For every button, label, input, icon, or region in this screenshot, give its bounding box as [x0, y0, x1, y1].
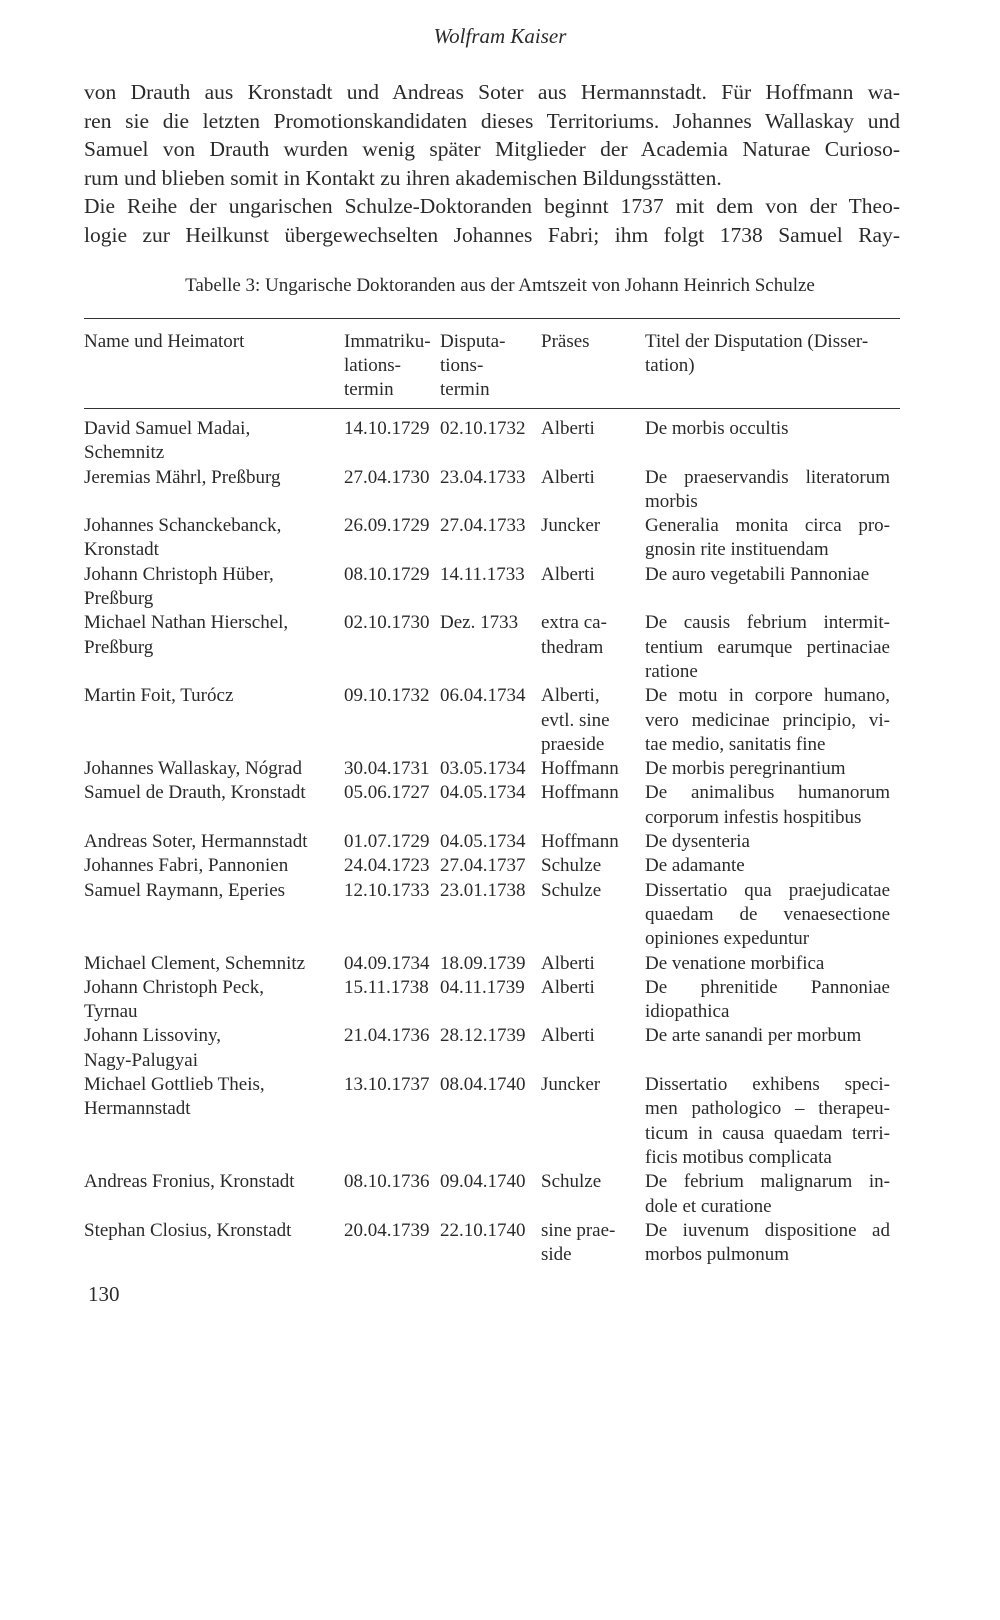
praeses-cell	[541, 952, 645, 976]
cell-line: De auro vegetabili Pannoniae	[645, 563, 870, 585]
cell-line: De morbis occultis	[645, 418, 789, 439]
disputation-cell: 02.10.1732	[440, 418, 526, 439]
disputation-cell: Dez. 1733	[440, 612, 519, 634]
cell-line: Titel der Disputation (Disser-	[645, 331, 869, 352]
table-row	[84, 611, 900, 684]
cell-line: tentium earumque pertinaciae	[645, 636, 890, 658]
cell-line: De phrenitide Pannoniae	[645, 976, 890, 998]
cell-line: Dissertatio qua praejudicatae	[645, 879, 890, 901]
cell-line: men pathologico – therapeu-	[645, 1098, 890, 1120]
disputation-cell: 14.11.1733	[440, 563, 525, 585]
disputation-cell: 03.05.1734	[440, 758, 526, 780]
immatrikulation-cell: 04.09.1734	[344, 952, 430, 974]
praeses-cell	[541, 879, 645, 952]
immatrikulation-cell: 21.04.1736	[344, 1025, 430, 1047]
cell-line: Hermannstadt	[84, 1098, 191, 1120]
title-cell	[645, 1073, 890, 1170]
cell-line: dole et curatione	[645, 1195, 772, 1217]
cell-line: thedram	[541, 636, 604, 658]
title-cell	[645, 611, 890, 684]
name-cell	[84, 1024, 344, 1073]
disputation-cell: 23.01.1738	[440, 879, 526, 901]
immatrikulation-cell: 12.10.1733	[344, 879, 430, 901]
cell-line: De adamante	[645, 855, 745, 877]
title-cell	[645, 563, 890, 612]
cell-line: Andreas Soter, Hermannstadt	[84, 831, 308, 853]
table-row	[84, 854, 900, 878]
paragraph-line: rum und blieben somit in Kontakt zu ihren akademischen Bildungsstätten.	[84, 165, 722, 190]
table-row	[84, 952, 900, 976]
col-header-name	[84, 330, 344, 402]
cell-line: Juncker	[541, 515, 601, 537]
title-cell	[645, 1170, 890, 1219]
cell-line: De praeservandis literatorum	[645, 466, 890, 488]
immatrikulation-cell: 15.11.1738	[344, 976, 429, 998]
table-row	[84, 781, 900, 830]
table-top-rule	[84, 318, 900, 319]
disputation-cell: 06.04.1734	[440, 685, 526, 707]
name-cell	[84, 976, 344, 1025]
cell-line: Alberti	[541, 563, 595, 585]
cell-line: Martin Foit, Turócz	[84, 685, 234, 707]
title-cell	[645, 757, 890, 781]
name-cell	[84, 611, 344, 684]
table-row	[84, 757, 900, 781]
cell-line: quaedam de venaesectione	[645, 903, 890, 925]
table-row	[84, 466, 900, 515]
cell-line: Andreas Fronius, Kronstadt	[84, 1171, 295, 1193]
title-cell	[645, 514, 890, 563]
immatrikulation-cell: 24.04.1723	[344, 855, 430, 877]
cell-line: termin	[440, 379, 490, 400]
title-cell	[645, 854, 890, 878]
title-cell	[645, 830, 890, 854]
cell-line: Tyrnau	[84, 1001, 138, 1023]
table-caption: Tabelle 3: Ungarische Doktoranden aus der Amtszeit von Johann Heinrich Schulze	[185, 275, 815, 296]
cell-line: Johann Lissoviny,	[84, 1025, 222, 1047]
cell-line: Johannes Wallaskay, Nógrad	[84, 758, 302, 780]
cell-line: Preßburg	[84, 636, 154, 658]
cell-line: Samuel Raymann, Eperies	[84, 879, 286, 901]
cell-line: Alberti	[541, 1025, 595, 1047]
paragraph-line: logie zur Heilkunst übergewechselten Johannes Fabri; ihm folgt 1738 Samuel Ray-	[84, 222, 900, 247]
name-cell	[84, 830, 344, 854]
name-cell	[84, 514, 344, 563]
cell-line: Michael Gottlieb Theis,	[84, 1074, 265, 1096]
table-row	[84, 1219, 900, 1268]
title-cell	[645, 1219, 890, 1268]
immatrikulation-cell: 13.10.1737	[344, 1074, 430, 1096]
cell-line: Hoffmann	[541, 758, 619, 780]
immatrikulation-cell: 08.10.1736	[344, 1171, 430, 1193]
cell-line: Kronstadt	[84, 539, 159, 561]
cell-line: vero medicinae principio, vi-	[645, 709, 890, 731]
cell-line: sine prae-	[541, 1219, 616, 1241]
cell-line: gnosin rite instituendam	[645, 539, 829, 561]
immatrikulation-cell: 09.10.1732	[344, 685, 430, 707]
cell-line: Alberti	[541, 976, 595, 998]
cell-line: Generalia monita circa pro-	[645, 515, 890, 537]
immatrikulation-cell: 26.09.1729	[344, 515, 430, 537]
name-cell	[84, 466, 344, 515]
praeses-cell	[541, 611, 645, 684]
title-cell	[645, 976, 890, 1025]
cell-line: ticum in causa quaedam terri-	[645, 1122, 890, 1144]
cell-line: De venatione morbifica	[645, 952, 825, 974]
table-header	[84, 330, 900, 402]
cell-line: Johann Christoph Hüber,	[84, 563, 274, 585]
cell-line: Schemnitz	[84, 442, 165, 464]
cell-line: Disputa-	[440, 331, 506, 352]
disputation-cell: 08.04.1740	[440, 1074, 526, 1096]
cell-line: Jeremias Mährl, Preßburg	[84, 466, 281, 488]
disputation-cell: 04.05.1734	[440, 782, 526, 804]
disputation-cell: 23.04.1733	[440, 466, 526, 488]
cell-line: Immatriku-	[344, 331, 431, 352]
cell-line: De animalibus humanorum	[645, 782, 890, 804]
name-cell	[84, 781, 344, 830]
name-cell	[84, 417, 344, 466]
name-cell	[84, 1073, 344, 1170]
cell-line: corporum infestis hospitibus	[645, 806, 862, 828]
immatrikulation-cell: 20.04.1739	[344, 1219, 430, 1241]
disputation-cell: 18.09.1739	[440, 952, 526, 974]
praeses-cell	[541, 417, 645, 466]
col-header-disputation	[440, 330, 541, 402]
praeses-cell	[541, 466, 645, 515]
praeses-cell	[541, 757, 645, 781]
cell-line: Juncker	[541, 1074, 601, 1096]
cell-line: Hoffmann	[541, 782, 619, 804]
disputation-cell: 27.04.1733	[440, 515, 526, 537]
praeses-cell	[541, 1219, 645, 1268]
cell-line: morbis	[645, 490, 698, 512]
cell-line: Stephan Closius, Kronstadt	[84, 1219, 292, 1241]
cell-line: Johannes Schanckebanck,	[84, 515, 282, 537]
cell-line: ficis motibus complicata	[645, 1146, 832, 1168]
cell-line: Michael Nathan Hierschel,	[84, 612, 289, 634]
table-header-rule	[84, 408, 900, 409]
praeses-cell	[541, 1170, 645, 1219]
paragraph-line: Die Reihe der ungarischen Schulze-Doktoranden beginnt 1737 mit dem von der Theo-	[84, 194, 900, 218]
cell-line: tation)	[645, 355, 695, 376]
cell-line: opiniones expeduntur	[645, 928, 810, 950]
praeses-cell	[541, 1024, 645, 1073]
name-cell	[84, 1170, 344, 1219]
title-cell	[645, 879, 890, 952]
name-cell	[84, 563, 344, 612]
paragraph-line: ren sie die letzten Promotionskandidaten dieses Territoriums. Johannes Wallaskay und	[84, 108, 900, 133]
name-cell	[84, 1219, 344, 1268]
disputation-cell: 27.04.1737	[440, 855, 526, 877]
col-header-immatrikulation	[344, 330, 440, 402]
cell-line: Schulze	[541, 1171, 602, 1193]
title-cell	[645, 466, 890, 515]
cell-line: De arte sanandi per morbum	[645, 1025, 862, 1047]
immatrikulation-cell: 02.10.1730	[344, 612, 430, 634]
disputation-cell: 22.10.1740	[440, 1219, 526, 1241]
running-header: Wolfram Kaiser	[433, 24, 567, 48]
cell-line: De morbis peregrinantium	[645, 758, 846, 780]
cell-line: Hoffmann	[541, 831, 619, 853]
title-cell	[645, 781, 890, 830]
cell-line: De iuvenum dispositione ad	[645, 1219, 890, 1241]
name-cell	[84, 879, 344, 952]
praeses-cell	[541, 781, 645, 830]
table-row	[84, 417, 900, 466]
cell-line: De motu in corpore humano,	[645, 685, 890, 707]
cell-line: ratione	[645, 660, 698, 682]
cell-line: Nagy-Palugyai	[84, 1049, 198, 1071]
title-cell	[645, 952, 890, 976]
cell-line: lations-	[344, 355, 401, 376]
praeses-cell	[541, 854, 645, 878]
cell-line: De causis febrium intermit-	[645, 612, 890, 634]
praeses-cell	[541, 976, 645, 1025]
cell-line: Preßburg	[84, 588, 154, 610]
cell-line: Alberti	[541, 952, 595, 974]
cell-line: Johann Christoph Peck,	[84, 976, 264, 998]
cell-line: side	[541, 1244, 572, 1266]
header-row	[84, 330, 900, 402]
cell-line: Alberti	[541, 418, 595, 439]
disputation-cell: 28.12.1739	[440, 1025, 526, 1047]
cell-line: Johannes Fabri, Pannonien	[84, 855, 289, 877]
table-row	[84, 684, 900, 757]
cell-line: praeside	[541, 733, 605, 755]
cell-line: Schulze	[541, 855, 602, 877]
disputation-cell: 04.05.1734	[440, 831, 526, 853]
table-row	[84, 514, 900, 563]
praeses-cell	[541, 514, 645, 563]
cell-line: De dysenteria	[645, 831, 750, 853]
cell-line: Dissertatio exhibens speci-	[645, 1074, 890, 1096]
cell-line: De febrium malignarum in-	[645, 1171, 890, 1193]
cell-line: Alberti,	[541, 685, 600, 707]
cell-line: Samuel de Drauth, Kronstadt	[84, 782, 306, 804]
praeses-cell	[541, 1073, 645, 1170]
cell-line: tae medio, sanitatis fine	[645, 733, 826, 755]
paragraph-line: Samuel von Drauth wurden wenig später Mitglieder der Academia Naturae Curioso-	[84, 137, 900, 161]
cell-line: Name und Heimatort	[84, 331, 245, 352]
name-cell	[84, 952, 344, 976]
cell-line: morbos pulmonum	[645, 1244, 790, 1266]
cell-line: Alberti	[541, 466, 595, 488]
cell-line: idiopathica	[645, 1001, 730, 1023]
body-paragraph	[84, 78, 900, 249]
paragraph-line: von Drauth aus Kronstadt und Andreas Soter aus Hermannstadt. Für Hoffmann wa-	[84, 80, 900, 104]
disputation-cell: 04.11.1739	[440, 976, 525, 998]
immatrikulation-cell: 30.04.1731	[344, 758, 430, 780]
cell-line: Schulze	[541, 879, 602, 901]
table-row	[84, 879, 900, 952]
immatrikulation-cell: 27.04.1730	[344, 466, 430, 488]
immatrikulation-cell: 01.07.1729	[344, 831, 430, 853]
table-row	[84, 563, 900, 612]
cell-line: David Samuel Madai,	[84, 418, 251, 439]
title-cell	[645, 684, 890, 757]
name-cell	[84, 684, 344, 757]
praeses-cell	[541, 563, 645, 612]
immatrikulation-cell: 08.10.1729	[344, 563, 430, 585]
title-cell	[645, 417, 890, 466]
title-cell	[645, 1024, 890, 1073]
immatrikulation-cell: 14.10.1729	[344, 418, 430, 439]
cell-line: tions-	[440, 355, 484, 376]
cell-line: termin	[344, 379, 394, 400]
table-row	[84, 1170, 900, 1219]
immatrikulation-cell: 05.06.1727	[344, 782, 430, 804]
page-number: 130	[88, 1282, 120, 1306]
col-header-praeses	[541, 330, 645, 402]
cell-line: extra ca-	[541, 612, 607, 634]
praeses-cell	[541, 684, 645, 757]
table-row	[84, 1073, 900, 1170]
table-body	[84, 417, 900, 1267]
col-header-title	[645, 330, 890, 402]
table-row	[84, 830, 900, 854]
table-row	[84, 1024, 900, 1073]
cell-line: Michael Clement, Schemnitz	[84, 952, 306, 974]
cell-line: evtl. sine	[541, 709, 610, 731]
name-cell	[84, 854, 344, 878]
praeses-cell	[541, 830, 645, 854]
name-cell	[84, 757, 344, 781]
table-row	[84, 976, 900, 1025]
cell-line: Präses	[541, 331, 590, 352]
disputation-cell: 09.04.1740	[440, 1171, 526, 1193]
